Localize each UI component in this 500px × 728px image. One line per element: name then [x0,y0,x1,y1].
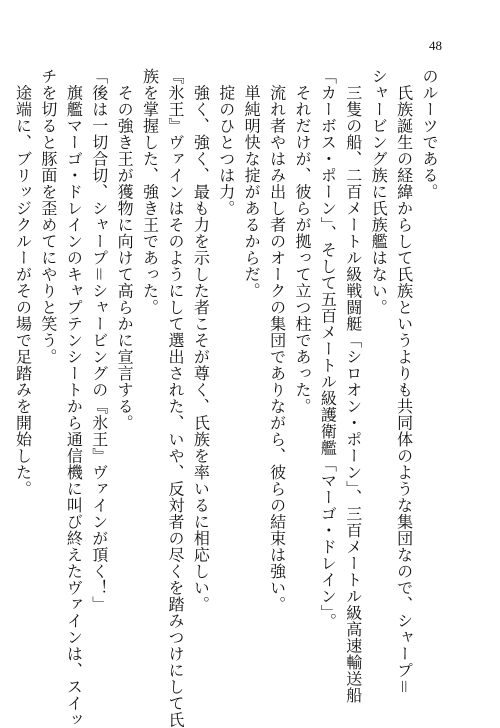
text-line: 族を掌握した、強き王であった。 [140,68,160,316]
text-line: 三隻の船、二百メートル級戦闘艇「シロオン・ポーン」、三百メートル級高速輸送船 [343,68,363,704]
text-line: 途端に、ブリッジクルーがその場で足踏みを開始した。 [13,68,33,497]
text-line: チを切ると豚面を歪めてにやりと笑う。 [38,68,58,365]
text-line: 旗艦マーゴ・ドレインのキャプテンシートから通信機に叫び終えたヴァインは、スイッ [64,68,84,728]
text-line: 掟のひとつは力。 [216,68,236,217]
text-line: 「カーボス・ポーン」、そして五百メートル級護衛艦「マーゴ・ドレイン」。 [318,68,338,630]
text-line: 流れ者やはみ出し者のオークの集団でありながら、彼らの結束は強い。 [267,68,287,613]
page-number: 48 [429,38,442,53]
text-line: 強く、強く、最も力を示した者こそが尊く、氏族を率いるに相応しい。 [191,68,211,613]
text-line: 単純明快な掟があるからだ。 [242,68,262,299]
text-line: それだけが、彼らが拠って立つ柱であった。 [292,68,312,415]
text-line: シャービング族に氏族艦はない。 [369,68,389,316]
novel-text-body [13,68,442,728]
text-line: その強き王が獲物に向けて高らかに宣言する。 [115,68,135,431]
text-line: 『氷王』ヴァインはそのようにして選出された、いや、反対者の尽くを踏みつけにして氏 [165,68,185,728]
text-line: 氏族誕生の経緯からして氏族というよりも共同体のような集団なので、シャープ＝ [394,68,414,695]
text-line: 「後は一切合切、シャープ＝シャービングの『氷王』ヴァインが頂く！」 [89,68,109,613]
text-line: のルーツである。 [420,68,439,200]
